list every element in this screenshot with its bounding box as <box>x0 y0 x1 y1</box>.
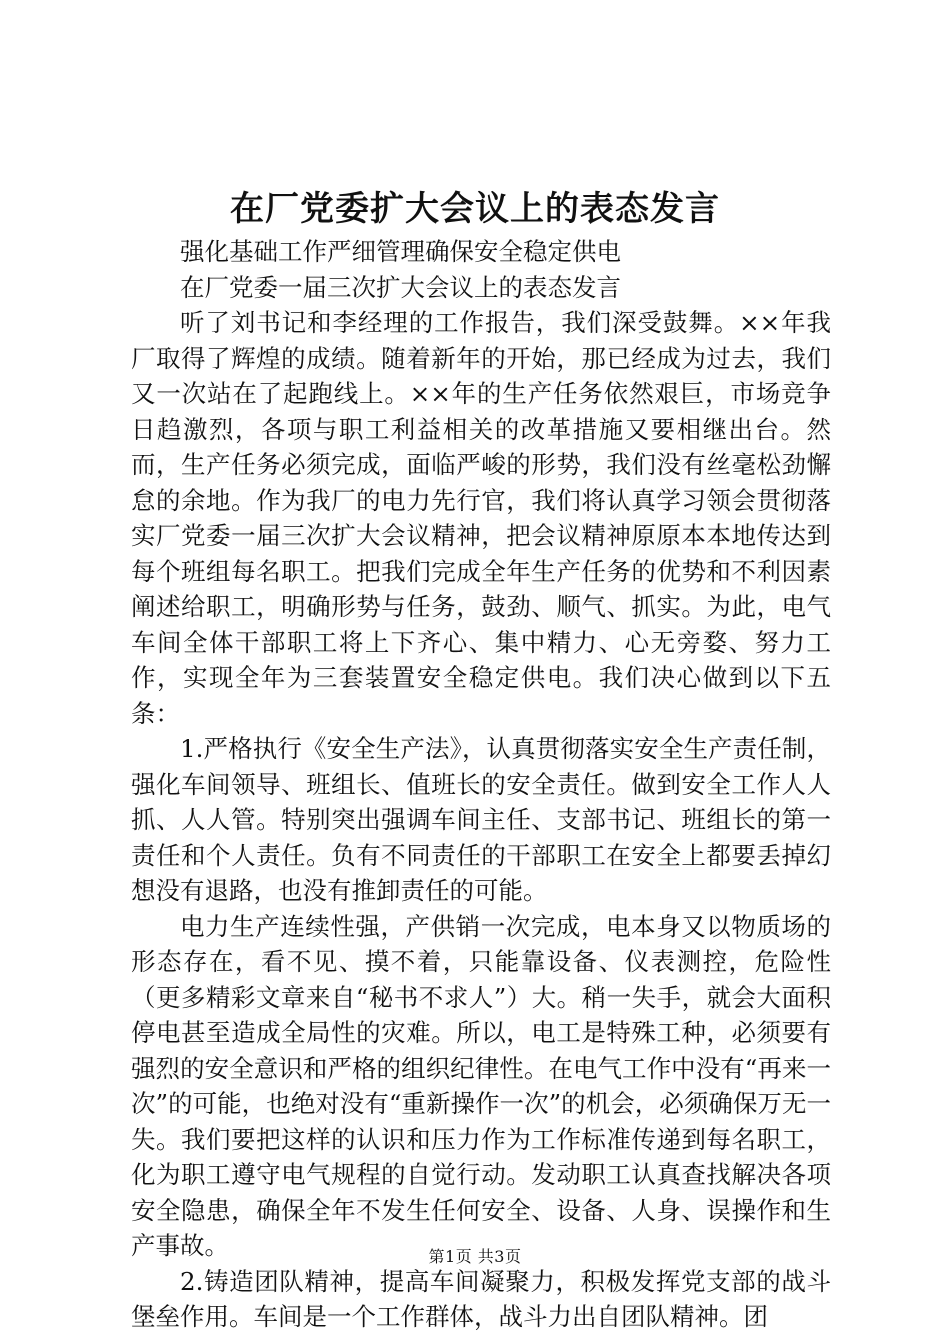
page-footer: 第1页 共3页 <box>428 1247 522 1266</box>
document-body <box>131 234 831 1335</box>
paragraph-intro: 听了刘书记和李经理的工作报告，我们深受鼓舞。××年我厂取得了辉煌的成绩。随着新年的开始，那已经成为过去，我们又一次站在了起跑线上。××年的生产任务依然艰巨，市场竞争日趋激烈，各项与职工利益相关的改革措施又要相继出台。然而，生产任务必须完成，面临严峻的形势，我们没有丝毫松劲懈怠的余地。作为我厂的电力先行官，我们将认真学习领会贯彻落实厂党委一届三次扩大会议精神，把会议精神原原本本地传达到每个班组每名职工。把我们完成全年生产任务的优势和不利因素阐述给职工，明确形势与任务，鼓劲、顺气、抓实。为此，电气车间全体干部职工将上下齐心、集中精力、心无旁婺、努力工作，实现全年为三套装置安全稳定供电。我们决心做到以下五条： <box>131 308 831 728</box>
paragraph-electric-safety: 电力生产连续性强，产供销一次完成，电本身又以物质场的形态存在，看不见、摸不着，只能靠设备、仪表测控，危险性（更多精彩文章来自“秘书不求人”）大。稍一失手，就会大面积停电甚至造成全局性的灾难。所以，电工是特殊工种，必须要有强烈的安全意识和严格的组织纪律性。在电气工作中没有“再来一次”的可能，也绝对没有“重新操作一次”的机会，必须确保万无一失。我们要把这样的认识和压力作为工作标准传递到每名职工，化为职工遵守电气规程的自觉行动。发动职工认真查找解决各项安全隐患，确保全年不发生任何安全、设备、人身、误操作和生产事故。 <box>131 911 831 1260</box>
paragraph-item-1: 1.严格执行《安全生产法》，认真贯彻落实安全生产责任制，强化车间领导、班组长、值班长的安全责任。做到安全工作人人抓、人人管。特别突出强调车间主任、支部书记、班组长的第一责任和个人责任。负有不同责任的干部职工在安全上都要丢掉幻想没有退路，也没有推卸责任的可能。 <box>131 734 831 905</box>
subtitle-line-2: 在厂党委一届三次扩大会议上的表态发言 <box>180 272 621 302</box>
document-title: 在厂党委扩大会议上的表态发言 <box>230 189 720 229</box>
paragraph-item-2: 2.铸造团队精神，提高车间凝聚力，积极发挥党支部的战斗堡垒作用。车间是一个工作群体，战斗力出自团队精神。团 <box>131 1266 831 1331</box>
subtitle-line-1: 强化基础工作严细管理确保安全稳定供电 <box>180 237 621 266</box>
